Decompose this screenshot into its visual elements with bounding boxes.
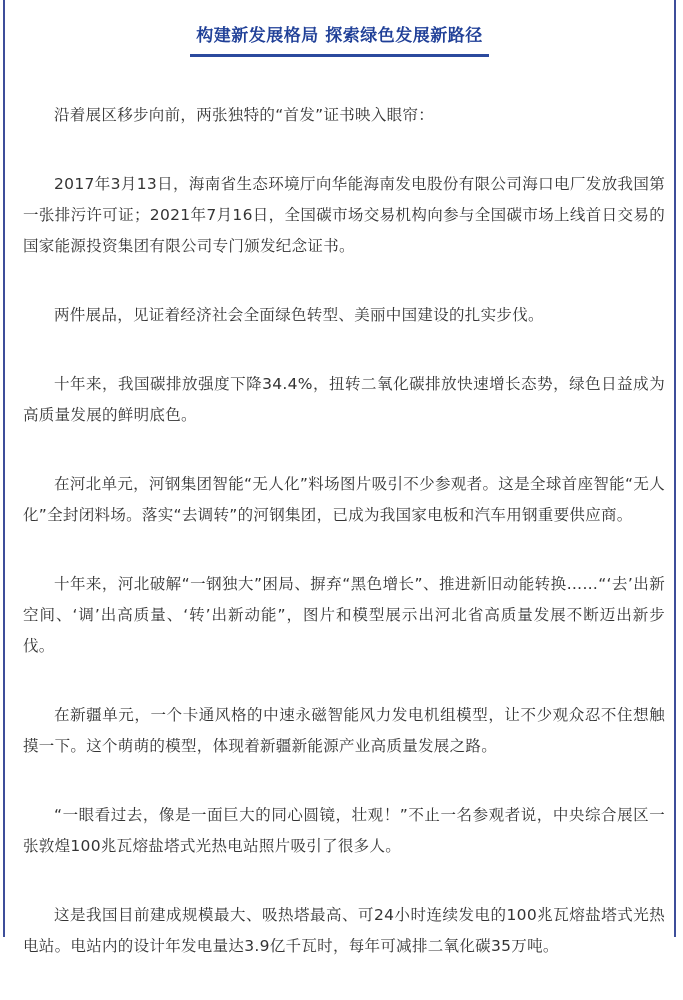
paragraph: “一眼看过去，像是一面巨大的同心圆镜，壮观！”不止一名参观者说，中央综合展区一张敦煌100兆瓦熔盐塔式光热电站照片吸引了很多人。: [23, 806, 665, 855]
paragraph: 沿着展区移步向前，两张独特的“首发”证书映入眼帘：: [54, 106, 435, 124]
article-title: 构建新发展格局 探索绿色发展新路径: [190, 24, 488, 57]
paragraph: 2017年3月13日，海南省生态环境厅向华能海南发电股份有限公司海口电厂发放我国第一张排污许可证；2021年7月16日，全国碳市场交易机构向参与全国碳市场上线首日交易的国家能源投资集团有限公司专门颁发纪念证书。: [23, 175, 665, 255]
paragraph: 十年来，我国碳排放强度下降34.4%，扭转二氧化碳排放快速增长态势，绿色日益成为高质量发展的鲜明底色。: [23, 375, 665, 424]
paragraph: 十年来，河北破解“一钢独大”困局、摒弃“黑色增长”、推进新旧动能转换……“‘去’出新空间、‘调’出高质量、‘转’出新动能”，图片和模型展示出河北省高质量发展不断迈出新步伐。: [23, 575, 665, 655]
paragraph: 这是我国目前建成规模最大、吸热塔最高、可24小时连续发电的100兆瓦熔盐塔式光热电站。电站内的设计年发电量达3.9亿千瓦时，每年可减排二氧化碳35万吨。: [23, 906, 665, 955]
title-block: [5, 24, 674, 57]
article-frame: [3, 0, 676, 955]
article-body: [23, 100, 665, 1000]
paragraph: 在新疆单元，一个卡通风格的中速永磁智能风力发电机组模型，让不少观众忍不住想触摸一下。这个萌萌的模型，体现着新疆新能源产业高质量发展之路。: [23, 706, 665, 755]
paragraph: 两件展品，见证着经济社会全面绿色转型、美丽中国建设的扎实步伐。: [54, 306, 544, 324]
paragraph: 在河北单元，河钢集团智能“无人化”料场图片吸引不少参观者。这是全球首座智能“无人化”全封闭料场。落实“去调转”的河钢集团，已成为我国家电板和汽车用钢重要供应商。: [23, 475, 665, 524]
